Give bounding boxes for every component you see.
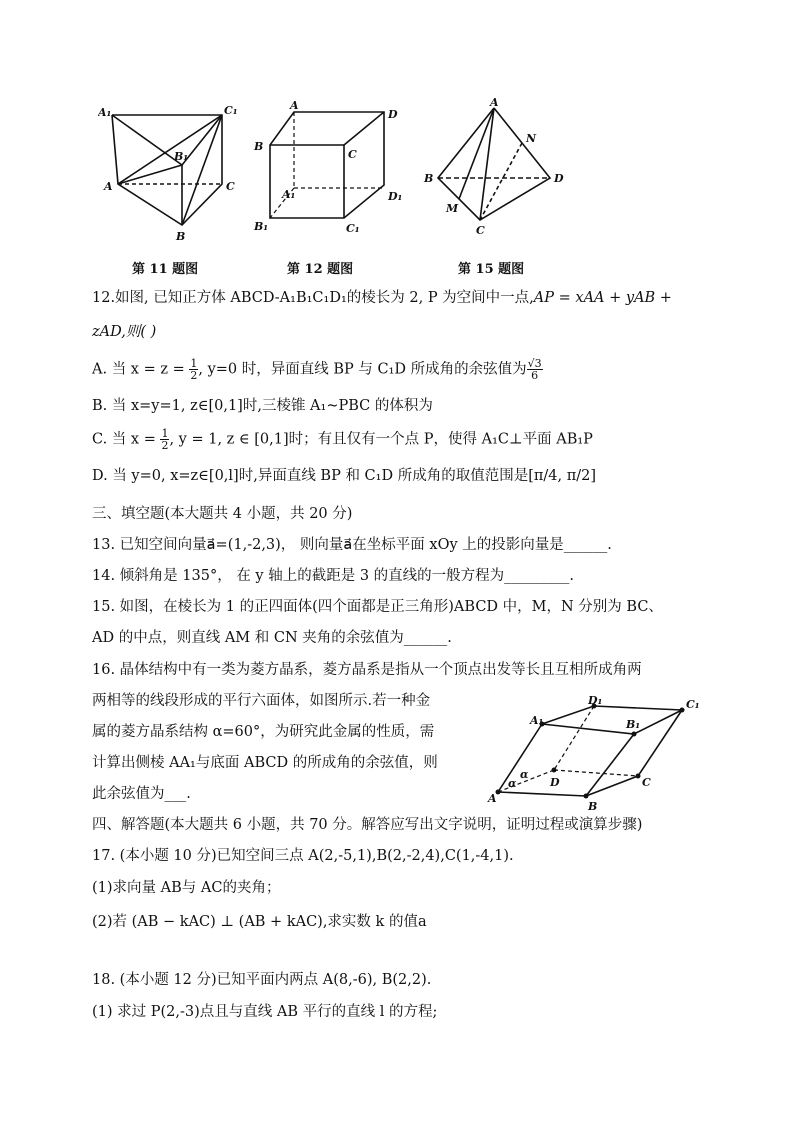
label-D: D bbox=[388, 108, 398, 121]
section-3-heading: 三、填空题(本大题共 4 小题，共 20 分) bbox=[92, 506, 353, 522]
label-C1: C₁ bbox=[686, 698, 700, 711]
label-A1: A₁ bbox=[98, 106, 112, 119]
label-B1: B₁ bbox=[626, 718, 641, 731]
section-4-heading: 四、解答题(本大题共 6 小题，共 70 分。解答应写出文字说明，证明过程或演算步骤) bbox=[92, 817, 643, 833]
q12-stem: 12.如图, 已知正方体 ABCD-A₁B₁C₁D₁的棱长为 2, P 为空间中一点,AP = xAA + yAB + bbox=[92, 290, 672, 306]
q17-part1: (1)求向量 AB与 AC的夹角； bbox=[92, 880, 281, 896]
caption-fig12: 第 12 题图 bbox=[287, 262, 354, 277]
label-B: B bbox=[424, 172, 434, 185]
q12-stem-cont: zAD,则( ) bbox=[92, 324, 157, 340]
label-alpha-2: α bbox=[520, 768, 529, 781]
label-alpha-1: α bbox=[508, 777, 517, 790]
label-C: C bbox=[476, 224, 485, 237]
label-B1: B₁ bbox=[254, 220, 269, 233]
q18: 18. (本小题 12 分)已知平面内两点 A(8,-6), B(2,2). bbox=[92, 972, 432, 988]
label-C: C bbox=[348, 148, 357, 161]
caption-fig11: 第 11 题图 bbox=[132, 262, 199, 277]
label-B1: B₁ bbox=[174, 150, 189, 163]
label-D: D bbox=[554, 172, 564, 185]
label-C: C bbox=[226, 180, 235, 193]
q12-option-a: A. 当 x = z = $\frac{1}{2}$ , y=0 时，异面直线 BP 与 C₁D 所成角的余弦值为 $\frac{√3}{6}$ bbox=[92, 357, 542, 382]
label-C1: C₁ bbox=[346, 222, 360, 235]
q16-line4: 计算出侧棱 AA₁与底面 ABCD 的所成角的余弦值，则 bbox=[92, 755, 438, 771]
q18-part1: (1) 求过 P(2,-3)点且与直线 AB 平行的直线 l 的方程; bbox=[92, 1004, 438, 1020]
q17: 17. (本小题 10 分)已知空间三点 A(2,-5,1),B(2,-2,4),C(1,-4,1). bbox=[92, 848, 514, 864]
label-A: A bbox=[490, 98, 499, 109]
label-D: D bbox=[550, 776, 560, 789]
label-A: A bbox=[488, 792, 497, 805]
q16-line1: 16. 晶体结构中有一类为菱方晶系，菱方晶系是指从一个顶点出发等长且互相所成角两 bbox=[92, 662, 642, 678]
label-C: C bbox=[642, 776, 651, 789]
q12-option-d: D. 当 y=0, x=z∈[0,l]时,异面直线 BP 和 C₁D 所成角的取值范围是[π/4, π/2] bbox=[92, 468, 597, 484]
label-B: B bbox=[588, 800, 598, 813]
label-C1: C₁ bbox=[224, 104, 238, 117]
label-A: A bbox=[290, 100, 299, 112]
label-D1: D₁ bbox=[388, 190, 402, 203]
label-A: A bbox=[104, 180, 113, 193]
label-N: N bbox=[526, 132, 537, 145]
q16-line5: 此余弦值为___. bbox=[92, 786, 191, 802]
label-B: B bbox=[254, 140, 264, 153]
figure-16-parallelepiped bbox=[486, 694, 702, 814]
label-D1: D₁ bbox=[588, 694, 603, 707]
caption-fig15: 第 15 题图 bbox=[458, 262, 525, 277]
q15-line1: 15. 如图，在棱长为 1 的正四面体(四个面都是正三角形)ABCD 中，M，N 分别为 BC、 bbox=[92, 599, 663, 615]
q14: 14. 倾斜角是 135°， 在 y 轴上的截距是 3 的直线的一般方程为_________. bbox=[92, 568, 575, 584]
label-A1: A₁ bbox=[530, 714, 544, 727]
q17-part2: (2)若 (AB − kAC) ⊥ (AB + kAC),求实数 k 的值a bbox=[92, 914, 427, 930]
q12-formula-a: AP = xAA + yAB + bbox=[533, 290, 672, 306]
q15-line2: AD 的中点，则直线 AM 和 CN 夹角的余弦值为______. bbox=[92, 630, 452, 646]
figure-15-tetrahedron bbox=[420, 98, 570, 238]
label-A1: A₁ bbox=[282, 188, 296, 201]
q16-line2: 两相等的线段形成的平行六面体，如图所示.若一种金 bbox=[92, 693, 431, 709]
q12-option-c: C. 当 x = $\frac{1}{2}$ , y = 1, z ∈ [0,1]时；有且仅有一个点 P，使得 A₁C⊥平面 AB₁P bbox=[92, 427, 593, 452]
figure-11-prism bbox=[98, 100, 238, 245]
q13: 13. 已知空间向量a⃗=(1,-2,3)， 则向量a⃗在坐标平面 xOy 上的投影向量是______. bbox=[92, 537, 612, 553]
q16-line3: 属的菱方晶系结构 α=60°，为研究此金属的性质，需 bbox=[92, 724, 435, 740]
q12-option-b: B. 当 x=y=1, z∈[0,1]时,三棱锥 A₁~PBC 的体积为 bbox=[92, 398, 433, 414]
label-B: B bbox=[176, 230, 186, 243]
figure-12-cube bbox=[252, 100, 402, 240]
label-M: M bbox=[446, 202, 459, 215]
